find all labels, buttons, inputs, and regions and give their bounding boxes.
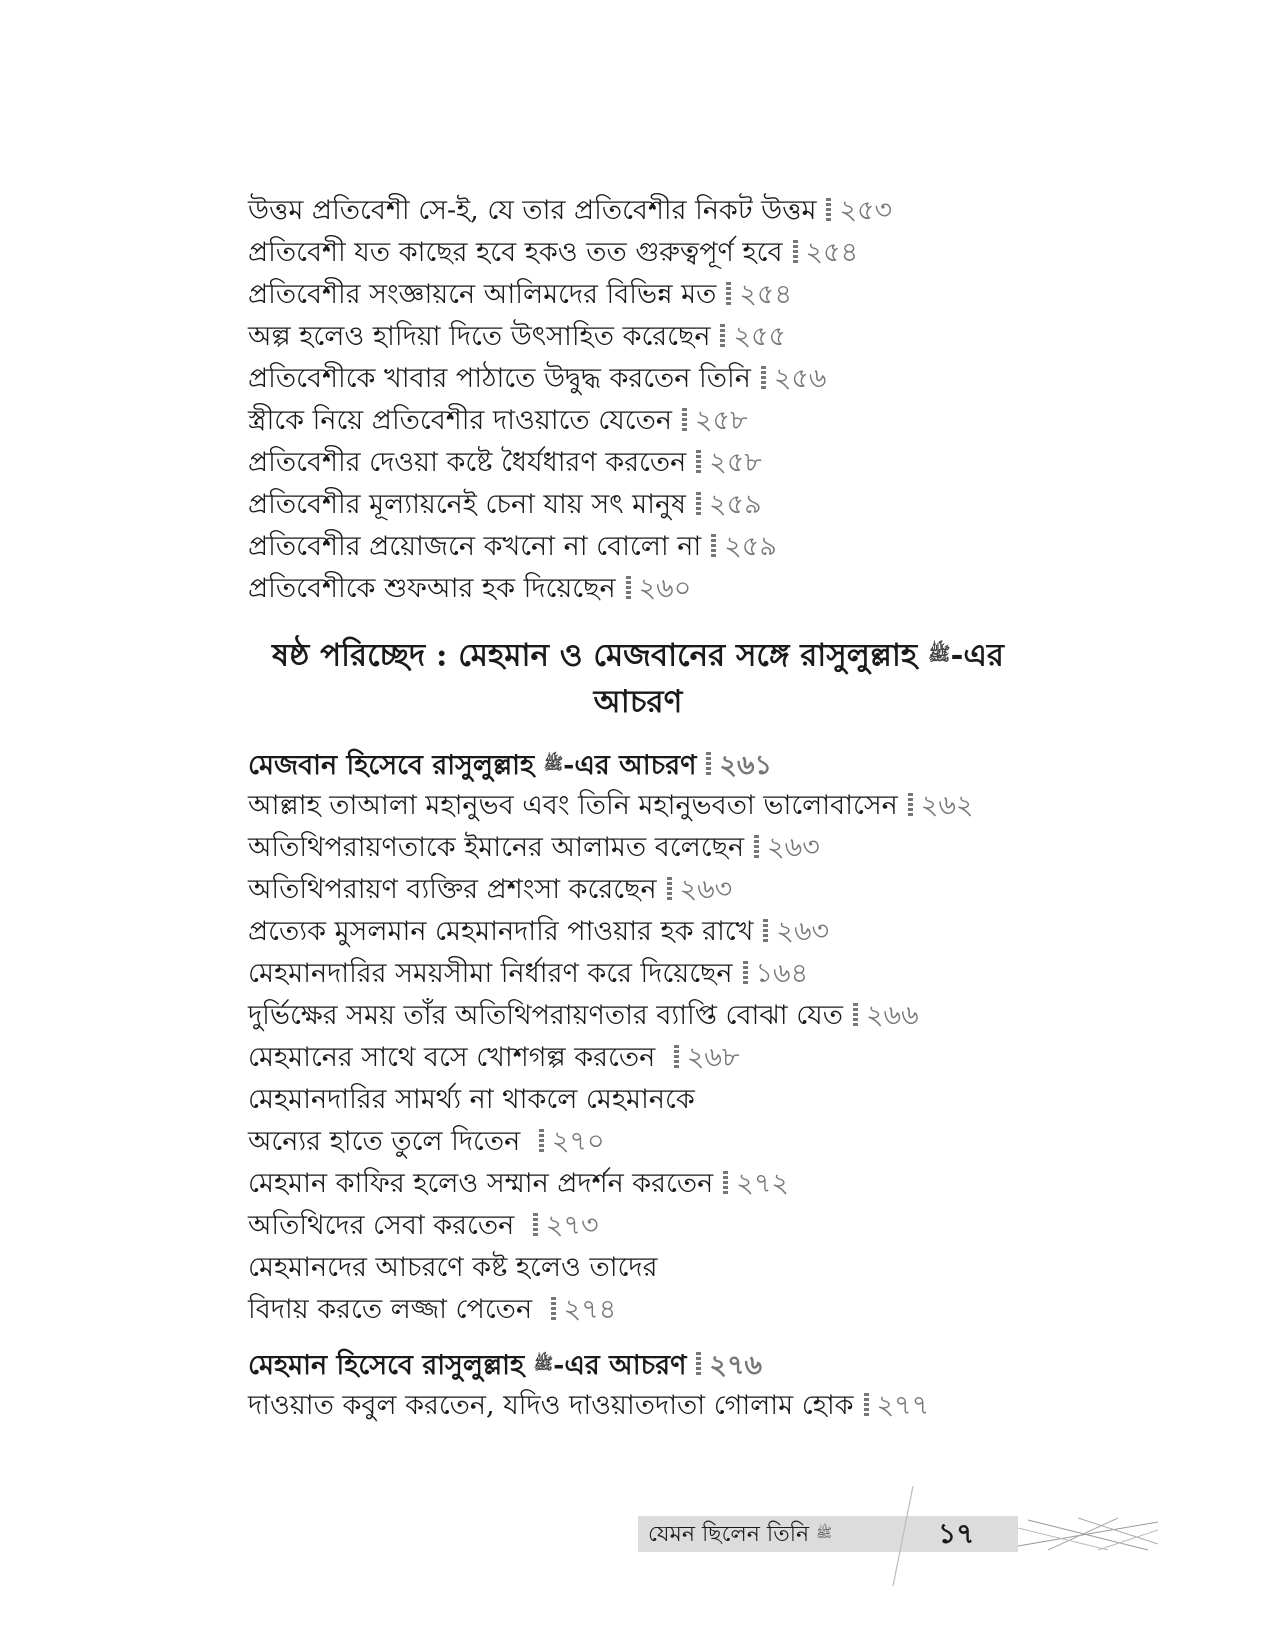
toc-entry-title: প্রতিবেশীর দেওয়া কষ্টে ধৈর্যধারণ করতেন: [248, 447, 687, 478]
separator-icon: [761, 366, 766, 390]
page-number: ২৭০: [551, 1125, 605, 1157]
page-number: ২৫৮: [695, 405, 748, 436]
separator-icon: [696, 1352, 701, 1376]
toc-entry-title: প্রতিবেশীকে শুফআর হক দিয়েছেন: [248, 573, 616, 604]
toc-entry-title: অতিথিদের সেবা করতেন: [248, 1209, 523, 1241]
toc-entry[interactable]: [248, 911, 1028, 953]
section-heading-guest[interactable]: [248, 1343, 1028, 1385]
separator-icon: [551, 1297, 556, 1321]
toc-entry[interactable]: [248, 869, 1028, 911]
toc-entry-title: মেহমানদারির সামর্থ্য না থাকলে মেহমানকে: [248, 1083, 695, 1115]
toc-entry[interactable]: [248, 568, 1028, 610]
toc-entry[interactable]: [248, 1385, 1028, 1427]
toc-list-wrap1: [248, 1079, 1028, 1163]
page-number: ২৫৯: [724, 531, 777, 562]
toc-entry-title: প্রত্যেক মুসলমান মেহমানদারি পাওয়ার হক রাখে: [248, 915, 754, 947]
toc-list-host-items-2: [248, 1163, 1028, 1247]
page-number: ২৫৪: [805, 237, 859, 268]
toc-entry-line2[interactable]: [248, 1289, 1028, 1331]
toc-entry[interactable]: [248, 1205, 1028, 1247]
toc-entry-title: মেহমান কাফির হলেও সম্মান প্রদর্শন করতেন: [248, 1167, 714, 1199]
page-number: ২৭৭: [876, 1389, 930, 1421]
toc-entry[interactable]: [248, 995, 1028, 1037]
page-number: ২৫৯: [709, 489, 762, 520]
decorative-lines-icon: [1018, 1516, 1158, 1552]
toc-entry-title: প্রতিবেশীর প্রয়োজনে কখনো না বোলো না: [248, 531, 702, 562]
page-number: ১৬৪: [755, 957, 809, 989]
toc-entry[interactable]: [248, 442, 1028, 484]
page-number: ২৫৪: [739, 279, 792, 310]
toc-entry-title: আল্লাহ তাআলা মহানুভব এবং তিনি মহানুভবতা ভালোবাসেন: [248, 789, 898, 821]
footer-slash-line: [883, 1486, 923, 1586]
separator-icon: [726, 282, 731, 306]
footer-page-number: ১৭: [938, 1517, 975, 1550]
page-number: ২৭৬: [709, 1349, 763, 1381]
toc-list-host-items: [248, 785, 1028, 1079]
toc-entry[interactable]: [248, 1163, 1028, 1205]
toc-entry-line1[interactable]: [248, 1079, 1028, 1121]
separator-icon: [720, 324, 725, 348]
separator-icon: [674, 1045, 679, 1069]
section-heading-text: মেহমান হিসেবে রাসুলুল্লাহ: [248, 1349, 525, 1381]
toc-entry-title: মেহমানের সাথে বসে খোশগল্প করতেন: [248, 1041, 664, 1073]
page-number: ২৫৫: [733, 321, 787, 352]
page-number: ২৬১: [719, 749, 773, 781]
toc-entry-title: অতিথিপরায়ণ ব্যক্তির প্রশংসা করেছেন: [248, 873, 657, 905]
chapter-title-suffix: -এর আচরণ: [593, 637, 1004, 720]
chapter-title-text: ষষ্ঠ পরিচ্ছেদ : মেহমান ও মেজবানের সঙ্গে রাসুলুল্লাহ: [272, 637, 918, 674]
separator-icon: [743, 961, 748, 985]
toc-entry[interactable]: [248, 484, 1028, 526]
separator-icon: [533, 1213, 538, 1237]
toc-entry[interactable]: [248, 316, 1028, 358]
page-footer: [638, 1516, 1158, 1552]
toc-entry[interactable]: [248, 358, 1028, 400]
page-number: ২৬৩: [679, 873, 733, 905]
section-heading-suffix: -এর আচরণ: [563, 749, 697, 781]
toc-entry[interactable]: [248, 400, 1028, 442]
toc-entry-line1[interactable]: [248, 1247, 1028, 1289]
footer-book-title: [648, 1516, 832, 1552]
page-number: ২৭৪: [563, 1293, 617, 1325]
toc-entry[interactable]: [248, 190, 1028, 232]
page-number: ২৫৬: [773, 363, 827, 394]
page-number: ২৬৩: [767, 831, 820, 863]
toc-entry-title: দাওয়াত কবুল করতেন, যদিও দাওয়াতদাতা গোলাম হোক: [248, 1389, 854, 1421]
separator-icon: [711, 534, 716, 558]
page-number: ২৬০: [638, 573, 692, 604]
toc-list-neighbors: [248, 190, 1028, 610]
section-heading-host[interactable]: [248, 743, 1028, 785]
separator-icon: [793, 240, 798, 264]
page-number: ২৬৬: [865, 999, 919, 1031]
pbuh-symbol: ﷺ: [927, 644, 951, 665]
pbuh-symbol: ﷺ: [543, 753, 564, 773]
section-heading-text: মেজবান হিসেবে রাসুলুল্লাহ: [248, 749, 535, 781]
toc-entry-title: প্রতিবেশীকে খাবার পাঠাতে উদ্বুদ্ধ করতেন তিনি: [248, 363, 751, 394]
separator-icon: [908, 793, 913, 817]
book-title-text: যেমন ছিলেন তিনি: [648, 1521, 810, 1547]
toc-entry[interactable]: [248, 232, 1028, 274]
toc-entry-title: অল্প হলেও হাদিয়া দিতে উৎসাহিত করেছেন: [248, 321, 711, 352]
page-number: ২৭৩: [545, 1209, 599, 1241]
toc-list-wrap2: [248, 1247, 1028, 1331]
separator-icon: [626, 576, 631, 600]
page-number: ২৬৩: [776, 915, 830, 947]
toc-entry-title: বিদায় করতে লজ্জা পেতেন: [248, 1293, 541, 1325]
toc-entry[interactable]: [248, 1037, 1028, 1079]
toc-entry[interactable]: [248, 953, 1028, 995]
separator-icon: [826, 198, 831, 222]
separator-icon: [853, 1003, 858, 1027]
separator-icon: [723, 1171, 728, 1195]
separator-icon: [682, 408, 687, 432]
toc-entry[interactable]: [248, 526, 1028, 568]
toc-entry-title: উত্তম প্রতিবেশী সে-ই, যে তার প্রতিবেশীর নিকট উত্তম: [248, 195, 817, 226]
page-number: ২৫৮: [709, 447, 762, 478]
toc-entry[interactable]: [248, 827, 1028, 869]
separator-icon: [754, 835, 759, 859]
page-number: ২৬২: [920, 789, 974, 821]
separator-icon: [696, 450, 701, 474]
toc-entry-line2[interactable]: [248, 1121, 1028, 1163]
page-number: ২৫৩: [839, 195, 893, 226]
separator-icon: [763, 919, 768, 943]
section-heading-suffix: -এর আচরণ: [553, 1349, 687, 1381]
toc-entry-title: মেহমানদের আচরণে কষ্ট হলেও তাদের: [248, 1251, 658, 1283]
toc-entry-title: মেহমানদারির সময়সীমা নির্ধারণ করে দিয়েছেন: [248, 957, 733, 989]
separator-icon: [667, 877, 672, 901]
pbuh-symbol: ﷺ: [533, 1353, 554, 1373]
toc-list-host: [248, 743, 1028, 785]
page-number: ২৭২: [736, 1167, 789, 1199]
toc-list-guest: [248, 1343, 1028, 1427]
toc-entry-title: অতিথিপরায়ণতাকে ইমানের আলামত বলেছেন: [248, 831, 745, 863]
toc-entry[interactable]: [248, 785, 1028, 827]
separator-icon: [696, 492, 701, 516]
separator-icon: [864, 1393, 869, 1417]
toc-entry-title: প্রতিবেশীর সংজ্ঞায়নে আলিমদের বিভিন্ন মত: [248, 279, 717, 310]
page-number: ২৬৮: [686, 1041, 740, 1073]
toc-entry-title: প্রতিবেশী যত কাছের হবে হকও তত গুরুত্বপূর্ণ হবে: [248, 237, 783, 268]
chapter-title: [248, 632, 1028, 725]
toc-entry-title: প্রতিবেশীর মূল্যায়নেই চেনা যায় সৎ মানুষ: [248, 489, 687, 520]
toc-entry-title: অন্যের হাতে তুলে দিতেন: [248, 1125, 529, 1157]
table-of-contents: [248, 190, 1028, 1427]
toc-entry-title: স্ত্রীকে নিয়ে প্রতিবেশীর দাওয়াতে যেতেন: [248, 405, 672, 436]
toc-entry-title: দুর্ভিক্ষের সময় তাঁর অতিথিপরায়ণতার ব্যাপ্তি বোঝা যেত: [248, 999, 843, 1031]
pbuh-symbol: ﷺ: [816, 1526, 833, 1541]
separator-icon: [706, 752, 711, 776]
separator-icon: [539, 1129, 544, 1153]
toc-entry[interactable]: [248, 274, 1028, 316]
